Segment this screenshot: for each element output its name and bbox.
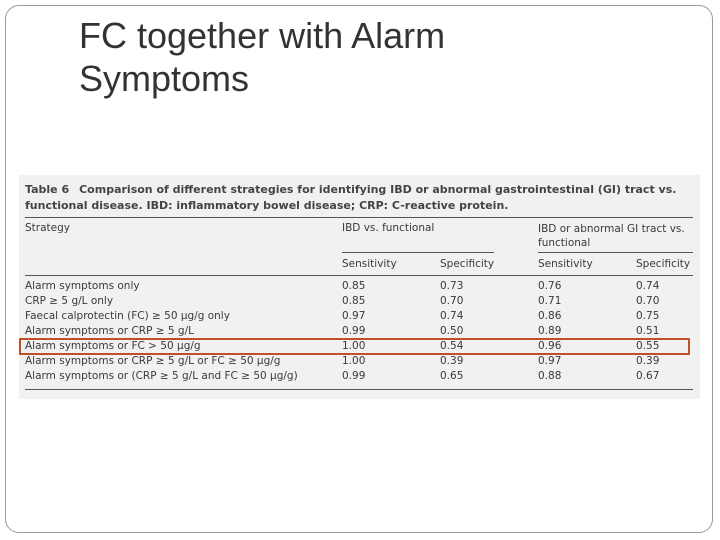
table-caption-text: Comparison of different strategies for identifying IBD or abnormal gastrointestinal (GI) tract vs. functional disease. IBD: inflammatory bowel disease; CRP: C-reactive protein. xyxy=(25,183,677,212)
row-value: 0.75 xyxy=(636,310,660,322)
row-value: 0.70 xyxy=(636,295,660,307)
row-value: 0.99 xyxy=(342,325,366,337)
subheader-specificity-2: Specificity xyxy=(636,258,691,270)
row-value: 0.86 xyxy=(538,310,562,322)
group2-underline xyxy=(538,252,693,253)
row-value: 1.00 xyxy=(342,355,366,367)
row-value: 0.39 xyxy=(440,355,464,367)
table-bottom-rule xyxy=(25,389,693,390)
row-value: 0.73 xyxy=(440,280,464,292)
row-strategy: CRP ≥ 5 g/L only xyxy=(25,295,114,307)
row-value: 0.85 xyxy=(342,295,366,307)
slide-title xyxy=(79,14,445,100)
strategy-header: Strategy xyxy=(25,222,70,234)
row-value: 0.70 xyxy=(440,295,464,307)
header-bottom-rule xyxy=(25,275,693,276)
row-value: 0.74 xyxy=(440,310,464,322)
row-value: 0.76 xyxy=(538,280,562,292)
row-value: 0.96 xyxy=(538,340,562,352)
slide-title-line-1: FC together with Alarm xyxy=(79,15,446,56)
row-value: 0.50 xyxy=(440,325,464,337)
table-caption xyxy=(25,182,693,214)
row-value: 0.55 xyxy=(636,340,660,352)
row-strategy: Alarm symptoms or (CRP ≥ 5 g/L and FC ≥ 50 μg/g) xyxy=(25,370,298,382)
row-value: 0.85 xyxy=(342,280,366,292)
table-label: Table 6 xyxy=(25,183,70,196)
row-value: 0.54 xyxy=(440,340,464,352)
highlighted-row-box xyxy=(19,338,690,355)
row-strategy: Alarm symptoms or CRP ≥ 5 g/L or FC ≥ 50 μg/g xyxy=(25,355,281,367)
row-value: 0.71 xyxy=(538,295,562,307)
row-value: 0.89 xyxy=(538,325,562,337)
row-value: 1.00 xyxy=(342,340,366,352)
row-value: 0.39 xyxy=(636,355,660,367)
subheader-sensitivity-1: Sensitivity xyxy=(342,258,397,270)
row-value: 0.67 xyxy=(636,370,660,382)
group1-underline xyxy=(342,252,494,253)
group-header-ibd-or-abnormal-gi: IBD or abnormal GI tract vs. functional xyxy=(538,223,685,249)
row-value: 0.99 xyxy=(342,370,366,382)
row-value: 0.74 xyxy=(636,280,660,292)
row-strategy: Faecal calprotectin (FC) ≥ 50 μg/g only xyxy=(25,310,230,322)
subheader-specificity-1: Specificity xyxy=(440,258,495,270)
group-header-ibd-vs-functional: IBD vs. functional xyxy=(342,222,435,234)
row-strategy: Alarm symptoms or FC > 50 μg/g xyxy=(25,340,201,352)
row-value: 0.65 xyxy=(440,370,464,382)
row-value: 0.97 xyxy=(342,310,366,322)
table-top-rule xyxy=(25,217,693,218)
row-value: 0.97 xyxy=(538,355,562,367)
row-value: 0.88 xyxy=(538,370,562,382)
results-table-image xyxy=(19,175,700,399)
row-strategy: Alarm symptoms only xyxy=(25,280,140,292)
row-strategy: Alarm symptoms or CRP ≥ 5 g/L xyxy=(25,325,194,337)
row-value: 0.51 xyxy=(636,325,660,337)
slide-title-line-2: Symptoms xyxy=(79,58,250,99)
subheader-sensitivity-2: Sensitivity xyxy=(538,258,593,270)
